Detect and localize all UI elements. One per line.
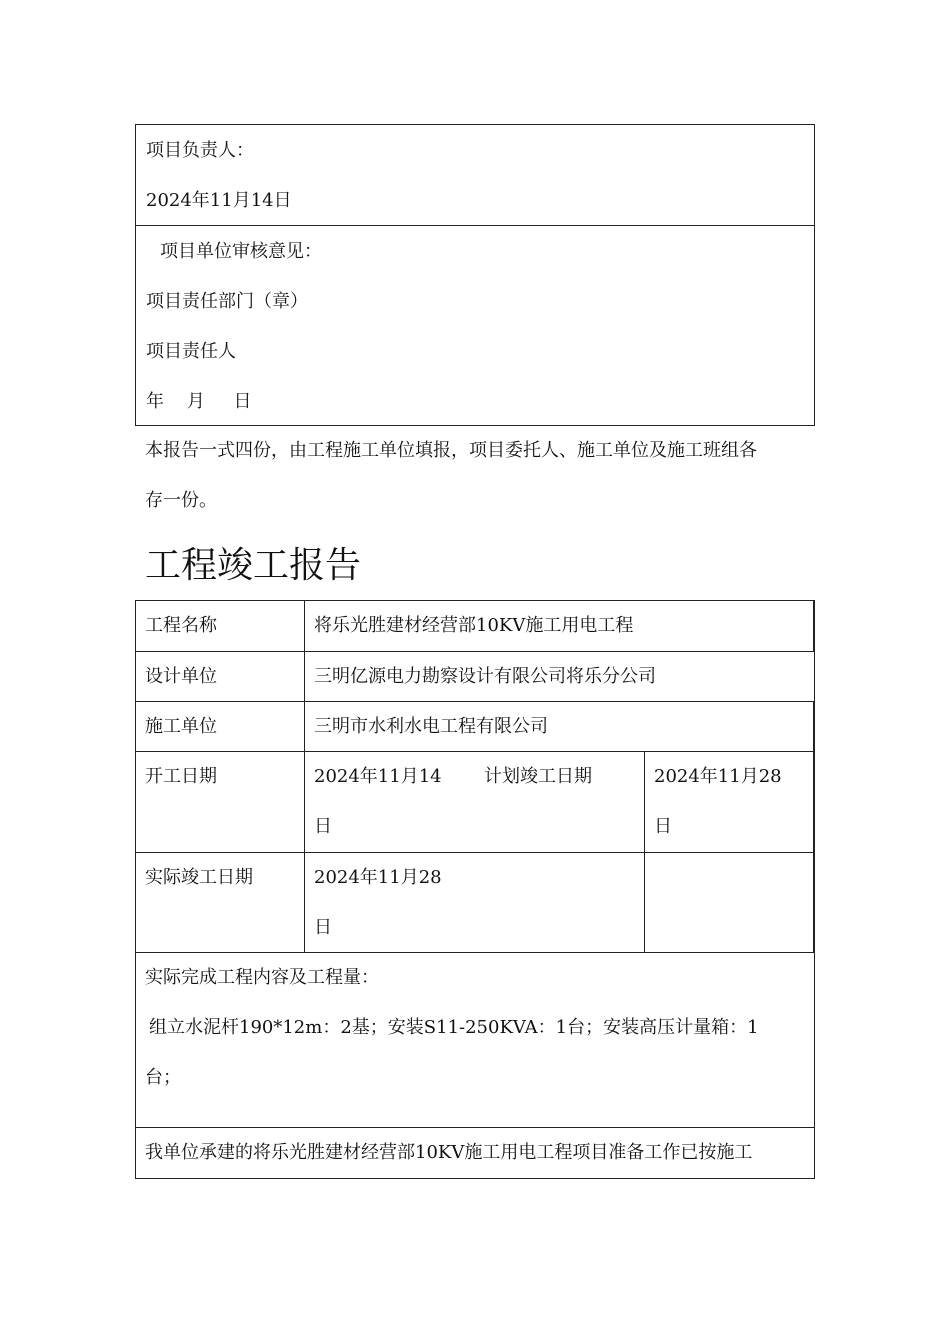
leader-date: 2024年11月14日 xyxy=(146,190,292,211)
construction-unit-label-cell xyxy=(136,702,305,752)
start-date-value-line-1: 2024年11月14 xyxy=(314,766,442,787)
empty-cell-1 xyxy=(475,853,645,953)
actual-finish-value-line-1: 2024年11月28 xyxy=(314,867,442,888)
statement-cell xyxy=(136,1128,814,1178)
start-date-value-line-2: 日 xyxy=(314,816,332,837)
design-unit-label-cell xyxy=(136,652,305,702)
leader-section xyxy=(136,125,814,226)
start-date-label: 开工日期 xyxy=(145,766,217,787)
construction-unit-value: 三明市水利水电工程有限公司 xyxy=(314,716,548,737)
review-label: 项目单位审核意见： xyxy=(160,241,322,262)
construction-unit-value-cell xyxy=(305,702,814,752)
actual-finish-label: 实际竣工日期 xyxy=(145,867,253,888)
statement-text: 我单位承建的将乐光胜建材经营部10KV施工用电工程项目准备工作已按施工 xyxy=(145,1142,753,1163)
design-unit-value-cell xyxy=(305,652,814,702)
report-table xyxy=(135,600,815,1179)
content-label: 实际完成工程内容及工程量： xyxy=(145,967,379,988)
project-name-label: 工程名称 xyxy=(145,615,217,636)
dept-label: 项目责任部门（章） xyxy=(146,291,308,312)
empty-cell-2 xyxy=(645,853,814,953)
note-line-1: 本报告一式四份，由工程施工单位填报，项目委托人、施工单位及施工班组各 xyxy=(145,440,757,461)
start-date-value-cell xyxy=(305,752,475,853)
construction-unit-label: 施工单位 xyxy=(145,716,217,737)
project-name-value: 将乐光胜建材经营部10KV施工用电工程 xyxy=(314,615,634,636)
note-line-2: 存一份。 xyxy=(145,490,217,511)
planned-finish-value-line-1: 2024年11月28 xyxy=(654,766,782,787)
report-title: 工程竣工报告 xyxy=(145,545,362,586)
design-unit-value: 三明亿源电力勘察设计有限公司将乐分公司 xyxy=(314,666,656,687)
planned-finish-value-line-2: 日 xyxy=(654,816,672,837)
content-line-1: 组立水泥杆190*12m：2基；安装S11-250KVA：1台；安装高压计量箱：1 xyxy=(149,1017,759,1038)
planned-finish-value-cell xyxy=(645,752,814,853)
planned-finish-label-cell xyxy=(475,752,645,853)
approval-table xyxy=(135,124,815,426)
design-unit-label: 设计单位 xyxy=(145,666,217,687)
report-grid xyxy=(136,601,814,1178)
start-date-label-cell xyxy=(136,752,305,853)
content-cell xyxy=(136,953,814,1128)
actual-finish-value-line-2: 日 xyxy=(314,917,332,938)
review-section xyxy=(136,226,814,425)
actual-finish-label-cell xyxy=(136,853,305,953)
project-name-label-cell xyxy=(136,601,305,652)
planned-finish-label: 计划竣工日期 xyxy=(484,766,592,787)
leader-label: 项目负责人： xyxy=(146,140,254,161)
person-label: 项目责任人 xyxy=(146,341,236,362)
actual-finish-value-cell xyxy=(305,853,475,953)
content-line-2: 台； xyxy=(145,1067,181,1088)
project-name-value-cell xyxy=(305,601,814,652)
date-placeholder: 年 月 日 xyxy=(146,391,252,412)
